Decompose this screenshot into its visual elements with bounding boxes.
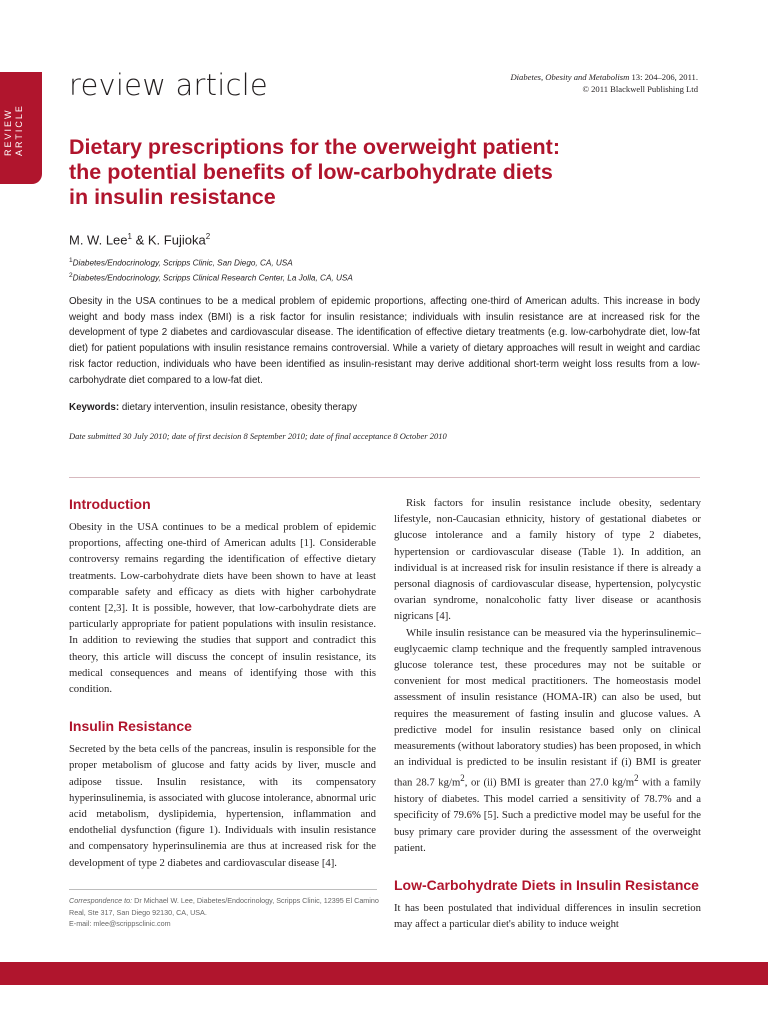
introduction-heading: Introduction: [69, 496, 151, 512]
risk-factors-paragraph: Risk factors for insulin resistance include obesity, sedentary lifestyle, non-Caucasian ethnicity, history of gestational diabetes or glucose intolerance and a family history of type 2 diabetes, hypertension or cardiovascular disease (Table 1). In addition, an individual is at increased risk for insulin resistance if there is already a personal diagnosis of cardiovascular disease, hypertension, polycystic ovarian syndrome, nonalcoholic fatty liver disease or acanthosis nigricans [4].: [394, 497, 701, 623]
correspondence-email: E-mail: mlee@scrippsclinic.com: [69, 919, 171, 928]
right-column: [394, 495, 701, 932]
introduction-text: Obesity in the USA continues to be a medical problem of epidemic proportions, affecting one-third of American adults [1]. Considerable controversy remains regarding the identification of effective dietary treatments. Low-carbohydrate diets have been shown to have at least comparable safety and efficacy as diets with higher carbohydrate content [2,3]. It is possible, however, that low-carbohydrate diets are particularly appropriate for patient populations with insulin resistance. In addition to reviewing the studies that support and contradict this theory, this article will discuss the concept of insulin resistance, its medical consequences and means of identifying those with this condition.: [69, 521, 376, 696]
footnote-divider: [69, 889, 377, 890]
journal-citation: [510, 71, 698, 95]
header-divider: [69, 477, 700, 478]
affiliation-2-number: 2: [69, 271, 73, 279]
left-column: [69, 495, 376, 871]
low-carb-heading: Low-Carbohydrate Diets in Insulin Resistance: [394, 877, 699, 894]
correspondence-label: Correspondence to:: [69, 896, 133, 905]
insulin-resistance-heading: Insulin Resistance: [69, 718, 192, 735]
affiliation-2: Diabetes/Endocrinology, Scripps Clinical Research Center, La Jolla, CA, USA: [72, 273, 353, 283]
affiliation-1-number: 1: [69, 257, 73, 264]
keywords: [69, 402, 357, 413]
author-separator: &: [131, 232, 148, 248]
article-title: [69, 135, 629, 210]
measurement-text-1: While insulin resistance can be measured via the hyperinsulinemic–euglycaemic clamp technique and the frequently sampled intravenous glucose tolerance test, these procedures may not be suitable or convenient for most medical practitioners. The homeostasis model assessment of insulin resistance (HOMA-IR) can also be used, but requires the measurement of fasting insulin and glucose values. A predictive model for insulin resistance based only on clinical measurements (without laboratory studies) has been proposed, in which an individual is predicted to be insulin resistant if (i) BMI is greater than 28.7 kg/m: [394, 626, 701, 790]
measurement-text-2: , or (ii) BMI is greater than 27.0 kg/m: [464, 777, 635, 790]
squared-superscript-2: 2: [634, 773, 639, 784]
low-carb-text: It has been postulated that individual differences in insulin secretion may affect a particular diet's ability to induce weight: [394, 902, 701, 931]
insulin-resistance-text: Secreted by the beta cells of the pancreas, insulin is responsible for the proper metabolism of glucose and fatty acids by liver, muscle and adipose tissue. Insulin resistance, with its compensatory hyperinsulinemia, is associated with glucose intolerance, abnormal uric acid metabolism, dyslipidemia, hypertension, inflammation and endothelial dysfunction (figure 1). Individuals with insulin resistance and compensatory hyperinsulinemia are thus at increased risk for the development of type 2 diabetes and cardiovascular disease [4].: [69, 743, 376, 869]
correspondence-address: Dr Michael W. Lee, Diabetes/Endocrinology, Scripps Clinic, 12395 El Camino Real, Ste 317, San Diego 92130, CA, USA.: [69, 896, 379, 917]
affiliations: [69, 255, 353, 284]
title-line-3: in insulin resistance: [69, 185, 276, 209]
affiliation-1: Diabetes/Endocrinology, Scripps Clinic, San Diego, CA, USA: [72, 258, 293, 268]
keywords-list: dietary intervention, insulin resistance, obesity therapy: [119, 402, 358, 413]
author-2: K. Fujioka: [147, 232, 206, 248]
author-1-affil: 1: [127, 232, 132, 241]
title-line-1: Dietary prescriptions for the overweight patient:: [69, 135, 561, 159]
review-article-side-tab: [0, 72, 42, 184]
measurement-text-3: with a family history of diabetes. This model carried a sensitivity of 78.7% and a specificity of 79.6% [5]. Such a predictive model may be useful for the busy primary care provider during the assessment of the overweight patient.: [394, 777, 702, 854]
copyright: © 2011 Blackwell Publishing Ltd: [582, 84, 698, 94]
author-1: M. W. Lee: [69, 232, 128, 248]
keywords-label: Keywords:: [69, 402, 120, 413]
footer-band: [0, 962, 768, 985]
measurement-paragraph: [394, 625, 701, 856]
squared-superscript-1: 2: [460, 773, 465, 784]
abstract: Obesity in the USA continues to be a medical problem of epidemic proportions, affecting one-third of American adults. This increase in body weight and body mass index (BMI) is a risk factor for insulin resistance; individuals with insulin resistance are at increased risk for the development of type 2 diabetes and cardiovascular disease. The identification of effective dietary treatments (e.g. low-carbohydrate diet, low-fat diet) for patient populations with insulin resistance remains controversial. While a variety of dietary approaches will result in weight and cardiac risk factor reduction, individuals who have been identified as insulin-resistant may derive additional short-term weight loss results from a low-carbohydrate diet compared to a low-fat diet.: [69, 296, 700, 386]
author-2-affil: 2: [205, 232, 211, 241]
submission-dates: Date submitted 30 July 2010; date of first decision 8 September 2010; date of final acceptance 8 October 2010: [69, 431, 447, 441]
journal-name: Diabetes, Obesity and Metabolism: [510, 72, 630, 82]
section-label: review article: [69, 68, 268, 102]
title-line-2: the potential benefits of low-carbohydrate diets: [69, 160, 553, 184]
author-list: [69, 232, 210, 247]
volume-pages: 13: 204–206, 2011.: [629, 72, 698, 82]
correspondence-footnote: [69, 895, 379, 930]
side-tab-label: REVIEW ARTICLE: [3, 104, 24, 156]
